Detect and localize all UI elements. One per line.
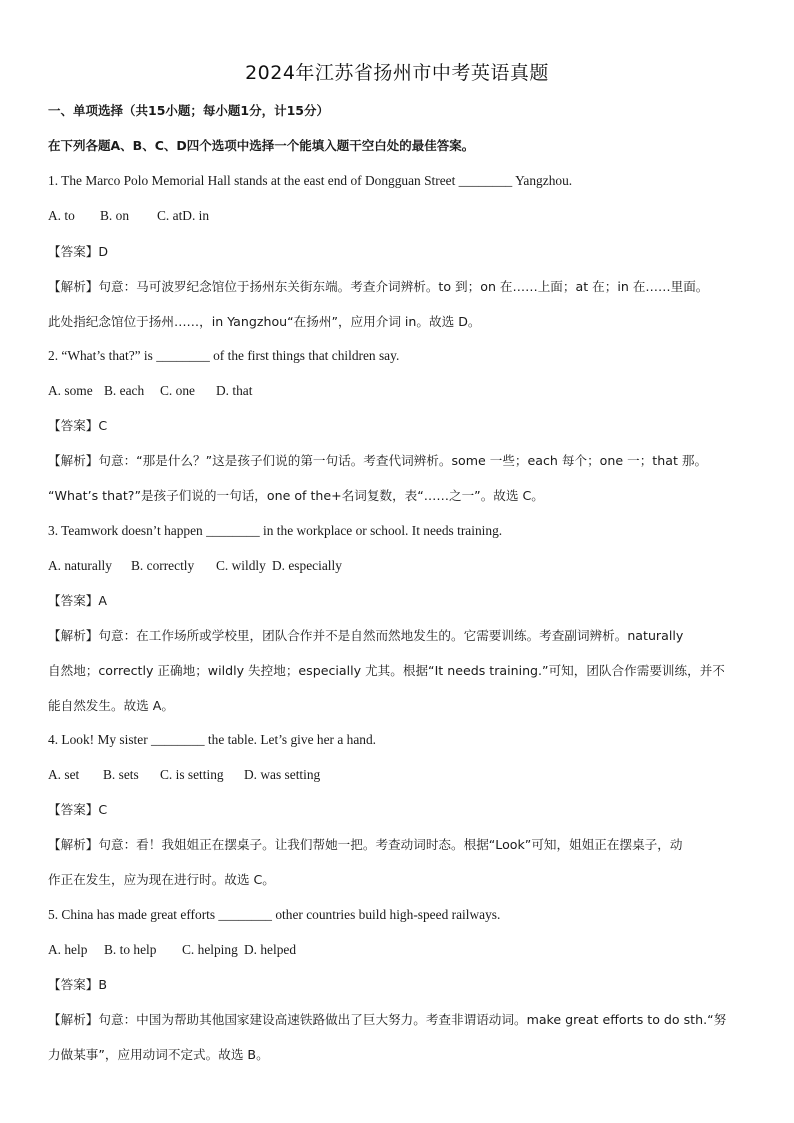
answer-line: 【答案】C: [48, 418, 108, 433]
question-options: [48, 556, 342, 576]
option-d: D. helped: [244, 942, 297, 957]
question-stem: 3. Teamwork doesn’t happen ________ in the workplace or school. It needs training.: [48, 523, 503, 538]
option-d: D. that: [216, 383, 253, 398]
option-c: C. is setting: [160, 767, 224, 782]
question-stem: 1. The Marco Polo Memorial Hall stands at the east end of Dongguan Street ________ Yangzhou.: [48, 173, 573, 188]
option-b: B. on: [100, 208, 130, 223]
option-a: A. some: [48, 383, 93, 398]
section-heading: 一、单项选择（共15小题；每小题1分，计15分）: [48, 103, 329, 118]
option-c: C. helping: [182, 942, 238, 957]
analysis-line: 【解析】句意：中国为帮助其他国家建设高速铁路做出了巨大努力。考查非谓语动词。make great efforts to do sth.“努: [48, 1012, 727, 1027]
answer-line: 【答案】B: [48, 977, 108, 992]
option-d: D. was setting: [244, 767, 321, 782]
option-c: C. one: [160, 383, 195, 398]
question-stem: 5. China has made great efforts ________ other countries build high-speed railways.: [48, 907, 501, 922]
analysis-line: 【解析】句意：马可波罗纪念馆位于扬州东关街东端。考查介词辨析。to 到；on 在……上面；at 在；in 在……里面。: [48, 279, 709, 294]
option-a: A. set: [48, 767, 80, 782]
analysis-line: 【解析】句意：看！我姐姐正在摆桌子。让我们帮她一把。考查动词时态。根据“Look”可知，姐姐正在摆桌子，动: [48, 837, 683, 852]
question-options: [48, 940, 296, 960]
option-d: D. in: [182, 208, 210, 223]
analysis-line: “What’s that?”是孩子们说的一句话，one of the+名词复数，表“……之一”。故选 C。: [48, 488, 544, 503]
question-stem: 4. Look! My sister ________ the table. Let’s give her a hand.: [48, 732, 376, 747]
analysis-line: 【解析】句意：在工作场所或学校里，团队合作并不是自然而然地发生的。它需要训练。考查副词辨析。naturally: [48, 628, 684, 643]
option-a: A. naturally: [48, 558, 112, 573]
option-d: D. especially: [272, 558, 342, 573]
option-b: B. to help: [104, 942, 157, 957]
option-b: B. correctly: [131, 558, 195, 573]
analysis-line: 作正在发生，应为现在进行时。故选 C。: [48, 872, 275, 887]
analysis-line: 此处指纪念馆位于扬州……，in Yangzhou“在扬州”，应用介词 in。故选 D。: [48, 314, 481, 329]
analysis-line: 能自然发生。故选 A。: [48, 698, 174, 713]
page-title: 2024年江苏省扬州市中考英语真题: [245, 62, 549, 84]
question-options: [48, 381, 252, 401]
option-b: B. sets: [103, 767, 139, 782]
option-c: C. wildly: [216, 558, 266, 573]
answer-line: 【答案】A: [48, 593, 107, 608]
instruction-text: 在下列各题A、B、C、D四个选项中选择一个能填入题干空白处的最佳答案。: [48, 138, 475, 153]
option-a: A. to: [48, 208, 75, 223]
analysis-line: 自然地；correctly 正确地；wildly 失控地；especially 尤其。根据“It needs training.”可知，团队合作需要训练，并不: [48, 663, 725, 678]
analysis-line: 力做某事”，应用动词不定式。故选 B。: [48, 1047, 269, 1062]
question-options: [48, 765, 320, 785]
answer-line: 【答案】C: [48, 802, 108, 817]
question-options: [48, 206, 209, 226]
option-a: A. help: [48, 942, 88, 957]
answer-line: 【答案】D: [48, 244, 109, 259]
analysis-line: 【解析】句意：“那是什么？”这是孩子们说的第一句话。考查代词辨析。some 一些；each 每个；one 一；that 那。: [48, 453, 708, 468]
option-c: C. at: [157, 208, 183, 223]
option-b: B. each: [104, 383, 145, 398]
question-stem: 2. “What’s that?” is ________ of the first things that children say.: [48, 348, 400, 363]
